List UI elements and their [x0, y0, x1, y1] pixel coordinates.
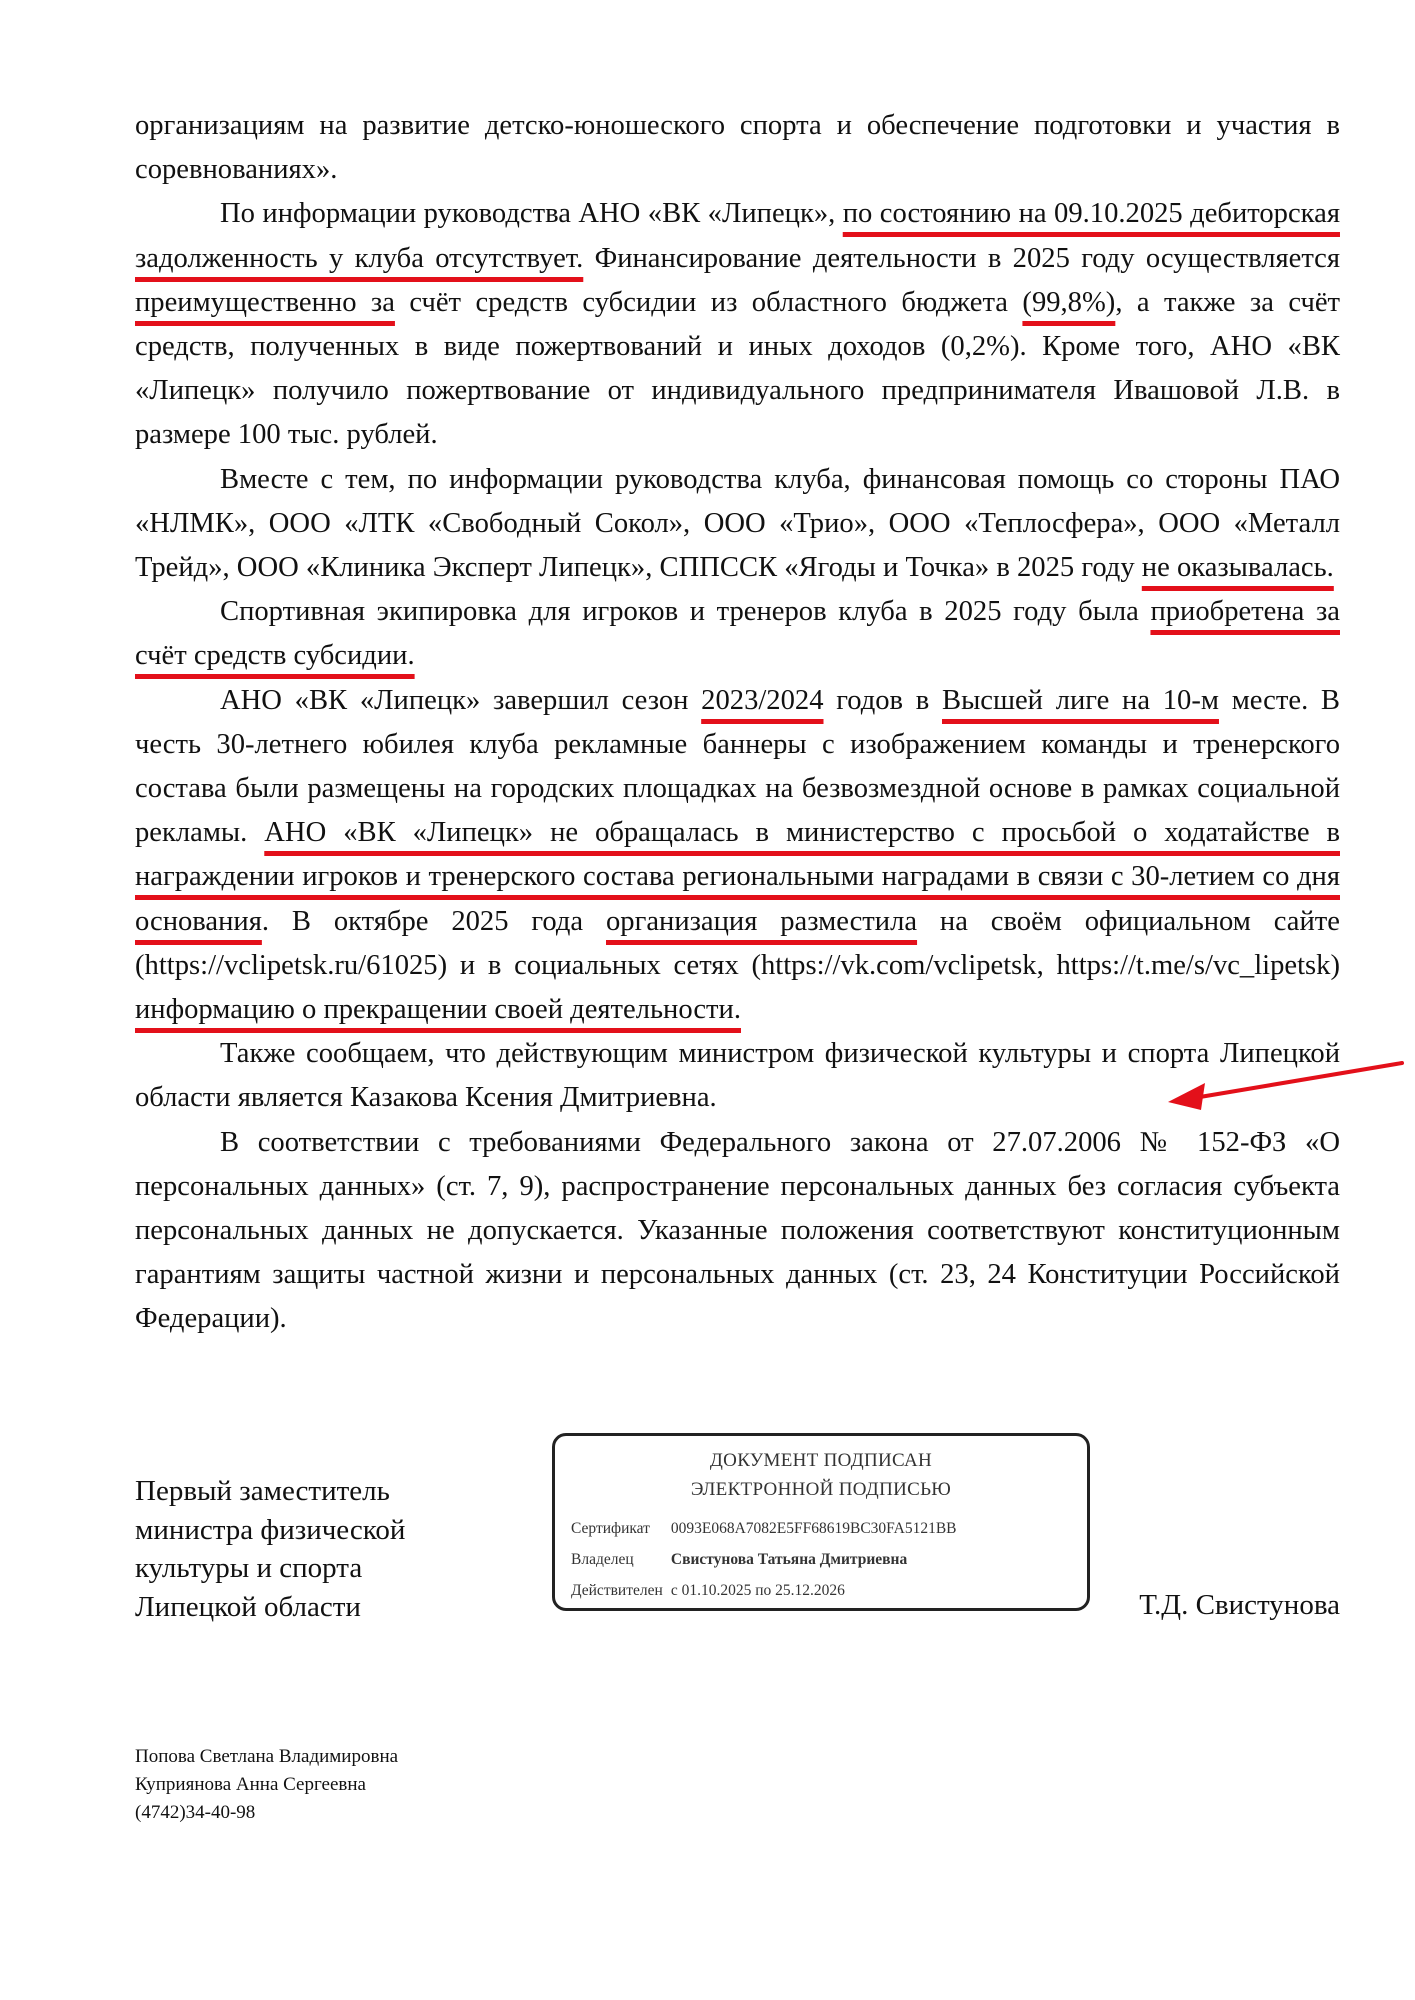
highlighted-text: информацию о прекращении своей деятельности.: [135, 994, 741, 1026]
certificate-label: Сертификат: [571, 1520, 650, 1537]
executor-line: (4742)34-40-98: [135, 1802, 256, 1823]
paragraph: [135, 458, 1340, 591]
valid-label: Действителен: [571, 1582, 663, 1599]
stamp-title-line: ДОКУМЕНТ ПОДПИСАН: [709, 1450, 933, 1471]
paragraph: [135, 679, 1340, 1033]
stamp-owner-row: [571, 1551, 907, 1569]
highlighted-text: АНО «ВК «Липецк» не обращалась в министерство с просьбой о ходатайстве в награждении игроков и тренерского состава региональными наградами в связи с 30-летием со дня основания: [135, 817, 1340, 937]
paragraph-text: По информации руководства АНО «ВК «Липецк»,: [220, 198, 843, 230]
owner-value: Свистунова Татьяна Дмитриевна: [670, 1551, 908, 1568]
electronic-signature-stamp: [552, 1433, 1090, 1611]
position-line: министра физической: [135, 1513, 406, 1546]
paragraph-text: Также сообщаем, что действующим министром физической культуры и спорта Липецкой области является Казакова Ксения Дмитриевна.: [135, 1038, 1340, 1114]
paragraph-text: счёт средств субсидии из областного бюджета: [394, 286, 1023, 318]
paragraph-text: , а также за счёт средств, полученных в виде пожертвований и иных доходов (0,2%). Кроме того, АНО «ВК «Липецк» получило пожертвование от индивидуального предпринимателя Ивашовой Л.В. в размере 100 тыс. рублей.: [135, 286, 1341, 451]
executors-block: [135, 1743, 398, 1827]
paragraph-text: Вместе с тем, по информации руководства клуба, финансовая помощь со стороны ПАО «НЛМК», ООО «ЛТК «Свободный Сокол», ООО «Трио», ООО «Теплосфера», ООО «Металл Трейд», ООО «Клиника Эксперт Липецк», СППССК «Ягоды и Точка» в 2025 году: [135, 463, 1340, 584]
position-line: Первый заместитель: [135, 1475, 390, 1507]
paragraph: [135, 590, 1340, 678]
position-line: культуры и спорта: [135, 1552, 363, 1584]
stamp-title-line: ЭЛЕКТРОННОЙ ПОДПИСЬЮ: [690, 1479, 952, 1500]
paragraph: [135, 1121, 1340, 1342]
paragraph-text: Спортивная экипировка для игроков и тренеров клуба в 2025 году была: [220, 596, 1151, 628]
executor-line: Куприянова Анна Сергеевна: [135, 1774, 366, 1795]
highlighted-text: не оказывалась.: [1141, 552, 1334, 584]
stamp-certificate-row: [571, 1520, 957, 1538]
paragraph-text: В соответствии с требованиями Федерального закона от 27.07.2006 № 152-ФЗ «О персональных данных» (ст. 7, 9), распространение персональных данных без согласия субъекта персональных данных не допускается. Указанные положения соответствуют конституционным гарантиям защиты частной жизни и персональных данных (ст. 23, 24 Конституции Российской Федерации).: [135, 1126, 1340, 1335]
executor-line: Попова Светлана Владимировна: [135, 1746, 399, 1767]
valid-value: с 01.10.2025 по 25.12.2026: [670, 1582, 845, 1599]
highlighted-text: организация разместила: [606, 905, 918, 937]
paragraph-text: организациям на развитие детско-юношеского спорта и обеспечение подготовки и участия в соревнованиях».: [135, 110, 1340, 186]
highlighted-text: Высшей лиге на 10-м: [942, 684, 1219, 716]
certificate-value: 0093E068A7082E5FF68619BC30FA5121BB: [670, 1520, 957, 1537]
paragraph-text: АНО «ВК «Липецк» завершил сезон: [220, 684, 702, 716]
highlighted-text: преимущественно за: [135, 286, 395, 318]
highlighted-text: по состоянию на 09.10.2025 дебиторская задолженность у клуба отсутствует.: [135, 198, 1340, 274]
paragraph-text: . В октябре 2025 года: [261, 905, 606, 937]
paragraph: [135, 1032, 1340, 1120]
paragraph-text: годов в: [823, 684, 942, 716]
position-line: Липецкой области: [135, 1590, 361, 1623]
stamp-valid-row: [571, 1582, 845, 1600]
letter-body: [135, 104, 1340, 1342]
highlighted-text: приобретена за счёт средств субсидии.: [135, 596, 1340, 672]
paragraph: [135, 104, 1340, 192]
owner-label: Владелец: [571, 1551, 634, 1568]
paragraph: [135, 192, 1340, 457]
paragraph-text: Финансирование деятельности в 2025 году осуществляется: [583, 242, 1341, 274]
paragraph-text: месте. В честь 30-летнего юбилея клуба рекламные баннеры с изображением команды и тренерского состава были размещены на городских площадках на безвозмездной основе в рамках социальной рекламы.: [135, 684, 1341, 849]
highlighted-text: (99,8%): [1022, 286, 1116, 318]
signatory-position: [135, 1472, 405, 1626]
paragraph-text: на своём официальном сайте (https://vclipetsk.ru/61025) и в социальных сетях (https://vk.com/vclipetsk, https://t.me/s/vc_lipetsk): [135, 905, 1340, 981]
signer-name: Т.Д. Свистунова: [1139, 1589, 1340, 1621]
highlighted-text: 2023/2024: [701, 684, 824, 716]
